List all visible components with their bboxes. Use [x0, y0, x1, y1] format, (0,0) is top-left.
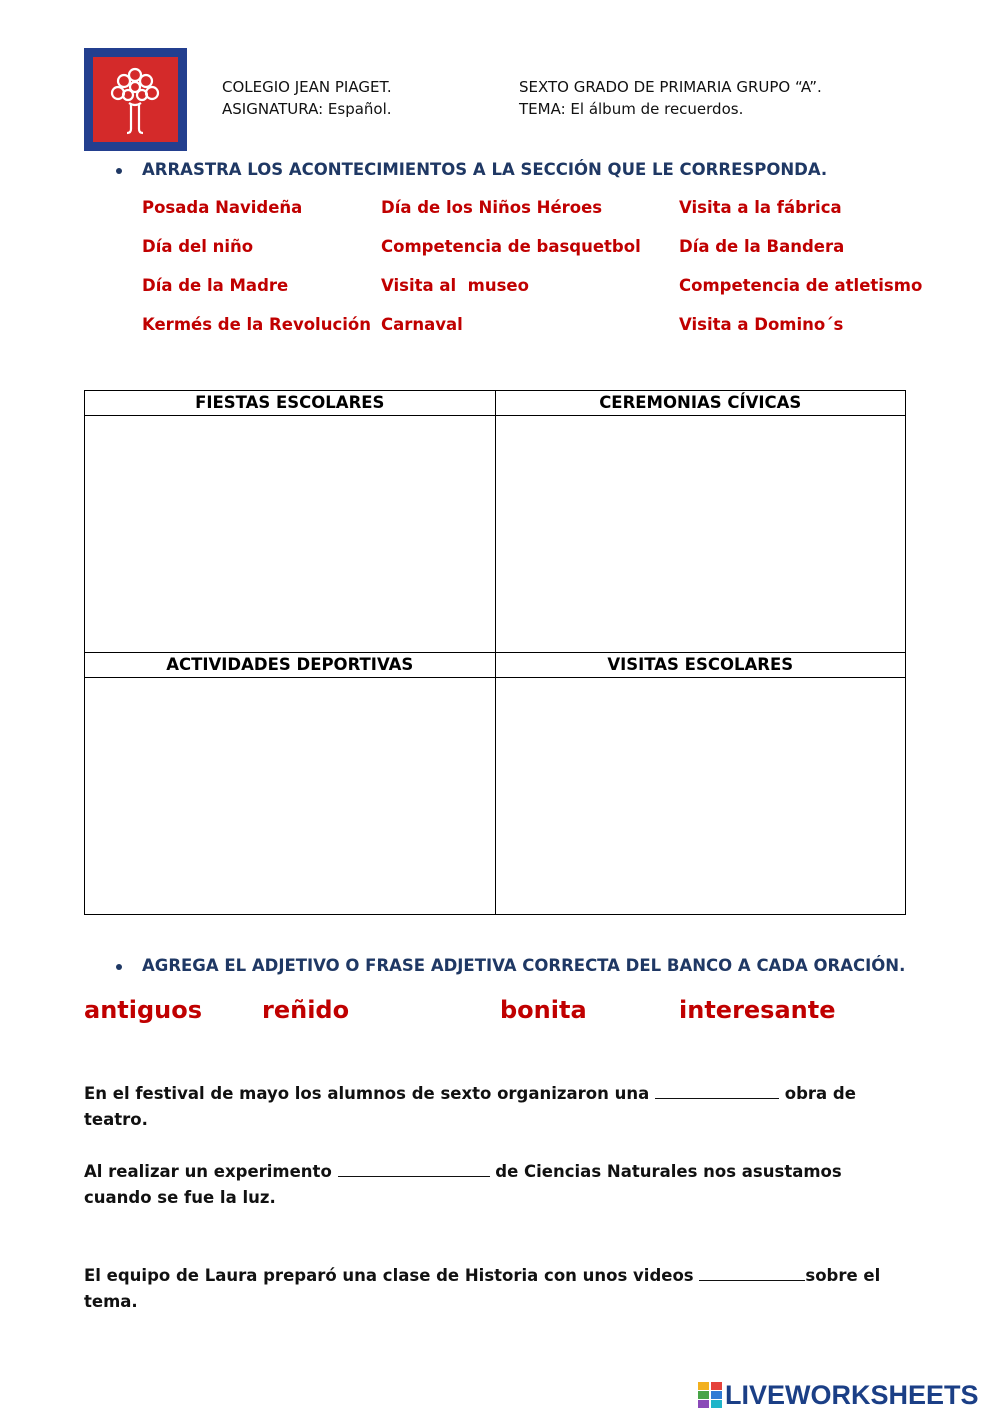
instruction-drag: ARRASTRA LOS ACONTECIMIENTOS A LA SECCIÓN QUE LE CORRESPONDA.: [142, 160, 828, 179]
sentence-text: En el festival de mayo los alumnos de sexto organizaron una: [84, 1084, 650, 1103]
event-item[interactable]: Carnaval: [381, 315, 463, 334]
sentence-text: sobre el tema.: [84, 1266, 881, 1311]
answer-blank[interactable]: [655, 1082, 779, 1099]
instruction-adjective: AGREGA EL ADJETIVO O FRASE ADJETIVA CORRECTA DEL BANCO A CADA ORACIÓN.: [142, 956, 906, 975]
adjective-bank-item[interactable]: interesante: [679, 996, 836, 1024]
school-logo: [84, 48, 187, 151]
header-visitas-escolares: VISITAS ESCOLARES: [495, 653, 906, 678]
drop-zone-visitas-escolares[interactable]: [495, 678, 906, 915]
topic-label: TEMA: El álbum de recuerdos.: [519, 100, 744, 118]
drop-zone-ceremonias-civicas[interactable]: [495, 416, 906, 653]
bullet-icon: [116, 964, 122, 970]
adjective-bank-item[interactable]: reñido: [262, 996, 350, 1024]
sentence-3: [84, 1263, 914, 1315]
event-item[interactable]: Visita a la fábrica: [679, 198, 842, 217]
adjective-bank-item[interactable]: bonita: [500, 996, 587, 1024]
event-item[interactable]: Posada Navideña: [142, 198, 303, 217]
classification-table: [84, 390, 906, 915]
adjective-bank-item[interactable]: antiguos: [84, 996, 203, 1024]
event-item[interactable]: Día de los Niños Héroes: [381, 198, 603, 217]
drop-zone-actividades-deportivas[interactable]: [85, 678, 496, 915]
header-actividades-deportivas: ACTIVIDADES DEPORTIVAS: [85, 653, 496, 678]
sentence-1: [84, 1081, 914, 1133]
school-name: COLEGIO JEAN PIAGET.: [222, 78, 392, 96]
event-item[interactable]: Día de la Bandera: [679, 237, 845, 256]
event-item[interactable]: Día de la Madre: [142, 276, 289, 295]
sentence-text: obra de teatro.: [84, 1084, 856, 1129]
subject-label: ASIGNATURA: Español.: [222, 100, 392, 118]
event-item[interactable]: Competencia de basquetbol: [381, 237, 641, 256]
event-item[interactable]: Visita a Domino´s: [679, 315, 844, 334]
liveworksheets-logo-icon: [698, 1382, 722, 1408]
bullet-icon: [116, 168, 122, 174]
drop-zone-fiestas-escolares[interactable]: [85, 416, 496, 653]
grade-label: SEXTO GRADO DE PRIMARIA GRUPO “A”.: [519, 78, 822, 96]
answer-blank[interactable]: [338, 1160, 490, 1177]
brand-text: LIVEWORKSHEETS: [725, 1379, 979, 1410]
event-item[interactable]: Kermés de la Revolución: [142, 315, 371, 334]
sentence-text: El equipo de Laura preparó una clase de Historia con unos videos: [84, 1266, 694, 1285]
liveworksheets-brand: [698, 1380, 979, 1410]
header-ceremonias-civicas: CEREMONIAS CÍVICAS: [495, 391, 906, 416]
event-item[interactable]: Día del niño: [142, 237, 254, 256]
event-item[interactable]: Visita al museo: [381, 276, 529, 295]
sentence-text: de Ciencias Naturales nos asustamos cuando se fue la luz.: [84, 1162, 842, 1207]
header-fiestas-escolares: FIESTAS ESCOLARES: [85, 391, 496, 416]
sentence-text: Al realizar un experimento: [84, 1162, 332, 1181]
sentence-2: [84, 1159, 914, 1211]
answer-blank[interactable]: [699, 1264, 805, 1281]
event-item[interactable]: Competencia de atletismo: [679, 276, 923, 295]
tree-icon: [93, 57, 178, 142]
